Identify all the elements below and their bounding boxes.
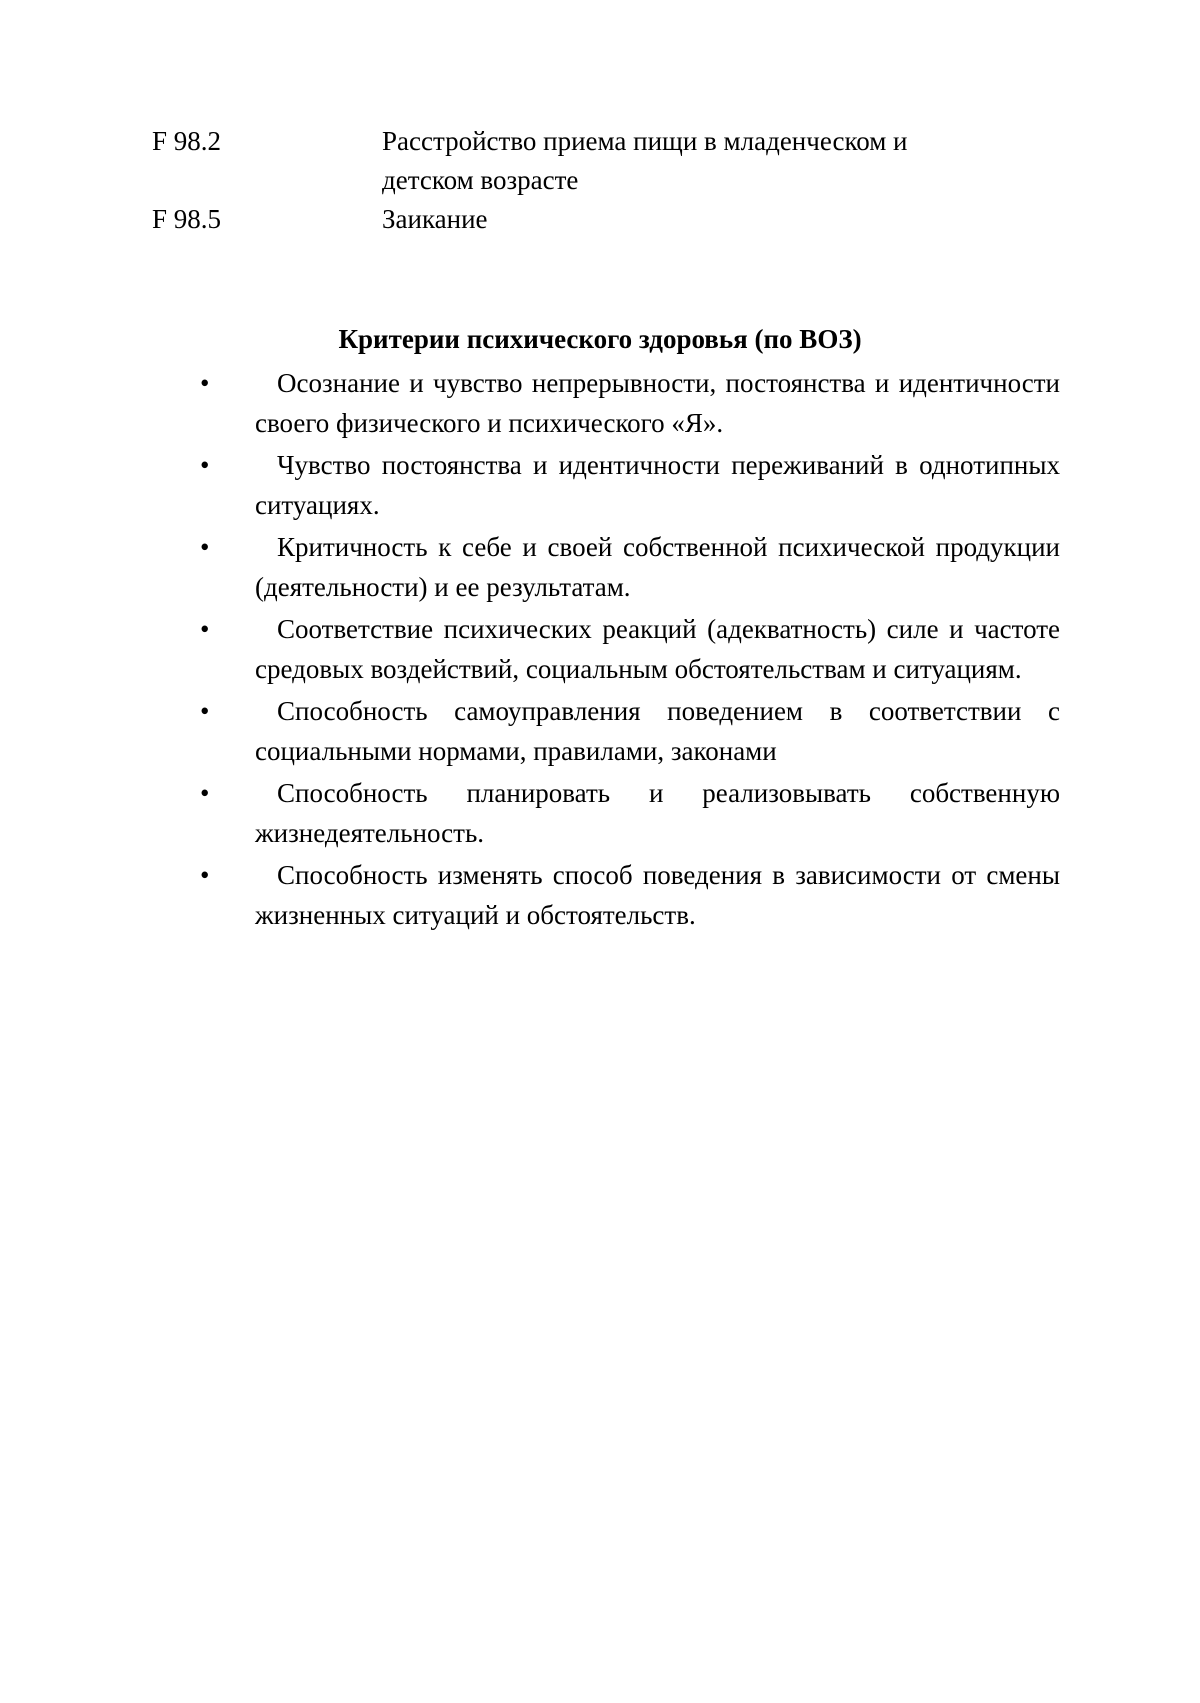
list-item <box>200 773 1060 853</box>
criteria-text: Осознание и чувство непрерывности, постоянства и идентичности своего физического и психического «Я». <box>255 368 1060 438</box>
criteria-list <box>200 363 1060 937</box>
bullet-icon: • <box>200 614 210 644</box>
bullet-icon: • <box>200 532 210 562</box>
diagnosis-code: F 98.5 <box>152 204 222 234</box>
list-item <box>200 691 1060 771</box>
bullet-icon: • <box>200 696 210 726</box>
diagnosis-description: Заикание <box>382 204 488 234</box>
criteria-text: Способность планировать и реализовывать собственную жизнедеятельность. <box>255 778 1060 848</box>
criteria-text: Чувство постоянства и идентичности переживаний в однотипных ситуациях. <box>255 450 1060 520</box>
code-row <box>152 122 952 200</box>
criteria-text: Способность изменять способ поведения в зависимости от смены жизненных ситуаций и обстоятельств. <box>255 860 1060 930</box>
criteria-text: Критичность к себе и своей собственной психической продукции (деятельности) и ее результатам. <box>255 532 1060 602</box>
list-item <box>200 609 1060 689</box>
criteria-text: Способность самоуправления поведением в соответствии с социальными нормами, правилами, законами <box>255 696 1060 766</box>
section-heading: Критерии психического здоровья (по ВОЗ) <box>338 324 862 354</box>
bullet-icon: • <box>200 860 210 890</box>
list-item <box>200 855 1060 935</box>
code-row <box>152 200 952 239</box>
bullet-icon: • <box>200 368 210 398</box>
list-item <box>200 527 1060 607</box>
diagnosis-code-list <box>152 122 952 239</box>
bullet-icon: • <box>200 450 210 480</box>
bullet-icon: • <box>200 778 210 808</box>
list-item <box>200 363 1060 443</box>
criteria-text: Соответствие психических реакций (адекватность) силе и частоте средовых воздействий, социальным обстоятельствам и ситуациям. <box>255 614 1060 684</box>
list-item <box>200 445 1060 525</box>
diagnosis-description: Расстройство приема пищи в младенческом и детском возрасте <box>382 126 908 195</box>
diagnosis-code: F 98.2 <box>152 126 222 156</box>
